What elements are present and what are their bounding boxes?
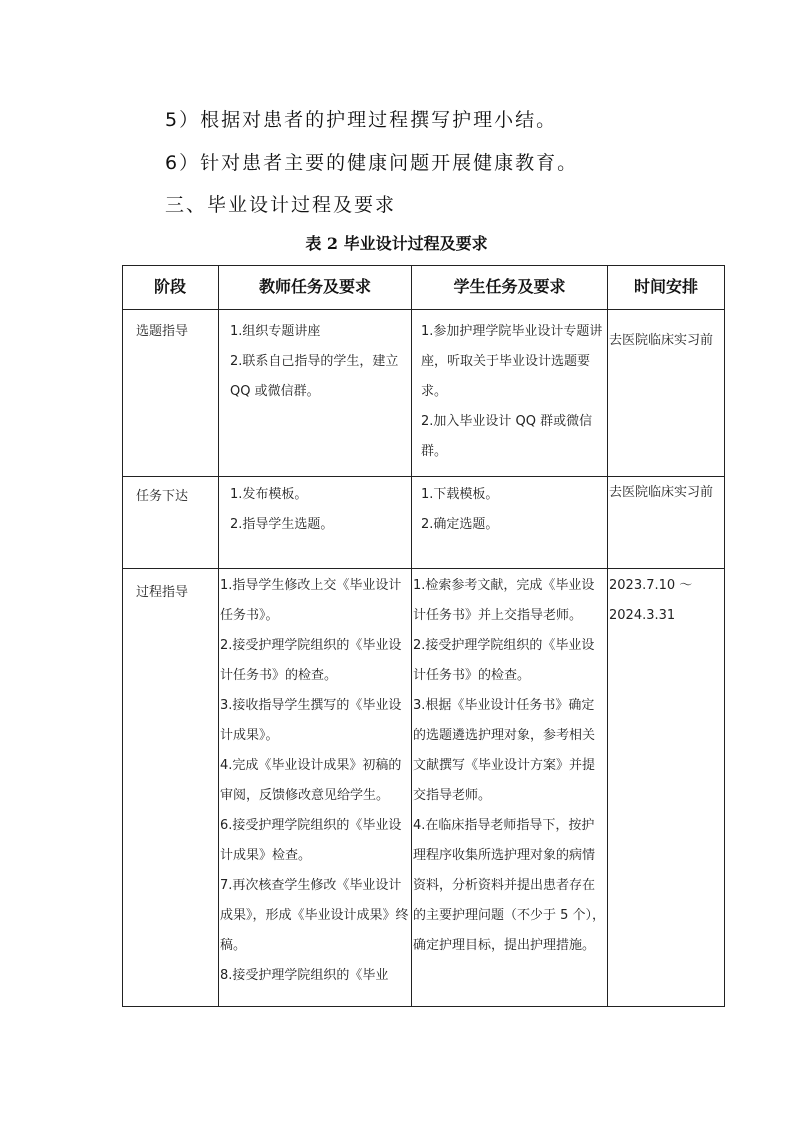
row1-student xyxy=(421,317,605,467)
table-caption: 表 2 毕业设计过程及要求 xyxy=(305,234,488,253)
row3-teacher-item: 1.指导学生修改上交《毕业设计任务书》。 xyxy=(220,578,402,623)
row2-stage: 任务下达 xyxy=(136,489,189,504)
table-row-divider xyxy=(122,476,725,477)
table-border-right xyxy=(724,265,725,1007)
row1-time: 去医院临床实习前 xyxy=(609,333,714,348)
row1-teacher-item: 1.组织专题讲座 xyxy=(230,324,321,339)
row1-student-item: 2.加入毕业设计 QQ 群或微信群。 xyxy=(421,414,593,459)
row3-teacher-item: 3.接收指导学生撰写的《毕业设计成果》。 xyxy=(220,698,402,743)
list-item-6: 6）针对患者主要的健康问题开展健康教育。 xyxy=(165,152,579,174)
header-time: 时间安排 xyxy=(633,277,698,296)
row1-teacher xyxy=(230,317,408,407)
row3-stage: 过程指导 xyxy=(136,585,189,600)
process-table xyxy=(122,265,725,1007)
row3-teacher-item: 2.接受护理学院组织的《毕业设计任务书》的检查。 xyxy=(220,638,402,683)
header-student: 学生任务及要求 xyxy=(453,277,566,296)
row2-teacher-item: 1.发布模板。 xyxy=(230,487,308,502)
table-col-divider xyxy=(411,265,412,1007)
row3-teacher-item: 4.完成《毕业设计成果》初稿的审阅，反馈修改意见给学生。 xyxy=(220,758,402,803)
header-stage: 阶段 xyxy=(153,277,186,296)
row3-teacher-item: 7.再次核查学生修改《毕业设计成果》，形成《毕业设计成果》终稿。 xyxy=(220,878,409,953)
row3-student-item: 3.根据《毕业设计任务书》确定的选题遴选护理对象，参考相关文献撰写《毕业设计方案》并提交指导老师。 xyxy=(413,698,596,803)
row2-teacher xyxy=(230,480,408,540)
section-heading: 三、毕业设计过程及要求 xyxy=(165,194,397,216)
row2-teacher-item: 2.指导学生选题。 xyxy=(230,517,334,532)
header-teacher: 教师任务及要求 xyxy=(258,277,371,296)
row3-teacher-item: 6.接受护理学院组织的《毕业设计成果》检查。 xyxy=(220,818,402,863)
table-border-left xyxy=(122,265,123,1007)
row3-student xyxy=(413,571,606,961)
table-row-divider xyxy=(122,568,725,569)
row1-stage: 选题指导 xyxy=(136,324,189,339)
table-col-divider xyxy=(218,265,219,1007)
row3-time: 2023.7.10 ～ 2024.3.31 xyxy=(609,578,693,623)
row1-student-item: 1.参加护理学院毕业设计专题讲座，听取关于毕业设计选题要求。 xyxy=(421,324,603,399)
table-border-bottom xyxy=(122,1006,725,1007)
row1-teacher-item: 2.联系自己指导的学生，建立 QQ 或微信群。 xyxy=(230,354,399,399)
list-item-5: 5）根据对患者的护理过程撰写护理小结。 xyxy=(165,109,558,131)
row3-student-item: 2.接受护理学院组织的《毕业设计任务书》的检查。 xyxy=(413,638,595,683)
row2-student xyxy=(421,480,605,540)
row2-time: 去医院临床实习前 xyxy=(609,485,714,500)
row3-student-item: 1.检索参考文献，完成《毕业设计任务书》并上交指导老师。 xyxy=(413,578,595,623)
row3-teacher-item: 8.接受护理学院组织的《毕业 xyxy=(220,968,389,983)
row3-student-item: 4.在临床指导老师指导下，按护理程序收集所选护理对象的病情资料，分析资料并提出患者存在的主要护理问题（不少于 5 个），确定护理目标，提出护理措施。 xyxy=(413,818,606,953)
row2-student-item: 1.下载模板。 xyxy=(421,487,499,502)
table-col-divider xyxy=(607,265,608,1007)
table-row-divider xyxy=(122,309,725,310)
row2-student-item: 2.确定选题。 xyxy=(421,517,499,532)
row3-teacher xyxy=(220,571,410,991)
